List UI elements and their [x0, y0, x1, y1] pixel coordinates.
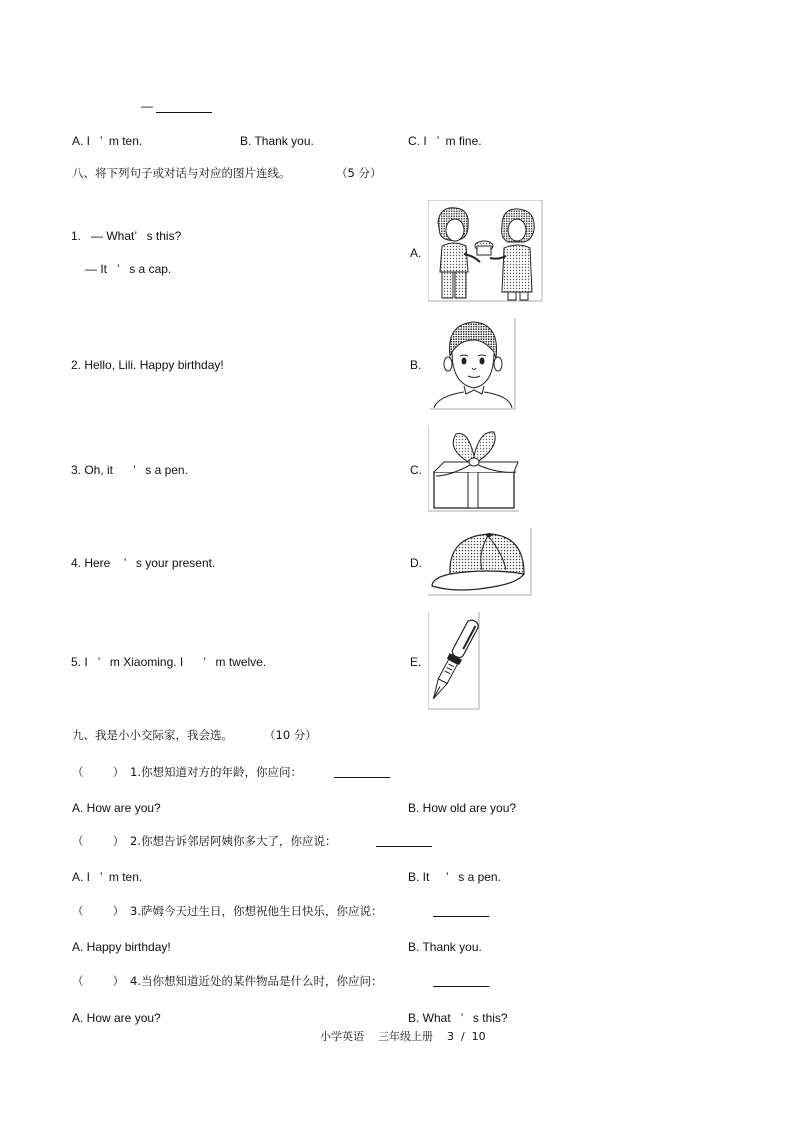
- option-b: B. Thank you.: [240, 134, 314, 148]
- question-4-option-b: B. What ’ s this?: [408, 1011, 508, 1025]
- cap-icon: [428, 528, 532, 596]
- option-c: C. I ’ m fine.: [408, 134, 482, 148]
- question-3-blank[interactable]: [433, 916, 489, 917]
- section-9-score: （10 分）: [264, 728, 317, 742]
- gift-box-icon: [428, 426, 520, 512]
- question-2-option-b: B. It ’ s a pen.: [408, 870, 501, 884]
- match-sentence-3: 3. Oh, it ’ s a pen.: [71, 463, 188, 477]
- question-3-text: 3.萨姆今天过生日，你想祝他生日快乐，你应说：: [130, 904, 383, 918]
- option-a: A. I ’ m ten.: [72, 134, 143, 148]
- question-1-option-b: B. How old are you?: [408, 801, 517, 815]
- match-sentence-1-reply: — It ’ s a cap.: [85, 262, 172, 276]
- answer-paren-4[interactable]: （ ）: [72, 974, 125, 988]
- question-3-option-a: A. Happy birthday!: [72, 940, 171, 954]
- question-4-text: 4.当你想知道近处的某件物品是什么时，你应问：: [130, 974, 383, 988]
- answer-blank[interactable]: [156, 112, 212, 113]
- section-8-heading: 八、将下列句子或对话与对应的图片连线。: [72, 166, 291, 180]
- picture-letter-d: D.: [410, 556, 422, 570]
- question-4-option-a: A. How are you?: [72, 1011, 161, 1025]
- question-3-option-b: B. Thank you.: [408, 940, 482, 954]
- picture-letter-a: A.: [410, 246, 422, 260]
- answer-paren-2[interactable]: （ ）: [72, 834, 125, 848]
- question-1-blank[interactable]: [334, 777, 390, 778]
- question-1-option-a: A. How are you?: [72, 801, 161, 815]
- fountain-pen-icon: [428, 612, 480, 710]
- match-sentence-5: 5. I ’ m Xiaoming. I ’ m twelve.: [71, 655, 267, 669]
- match-sentence-4: 4. Here ’ s your present.: [71, 556, 216, 570]
- picture-letter-c: C.: [410, 463, 422, 477]
- boy-portrait-icon: [430, 318, 516, 410]
- answer-paren-3[interactable]: （ ）: [72, 904, 125, 918]
- section-8-score: （5 分）: [336, 166, 382, 180]
- section-9-heading: 九、我是小小交际家，我会选。: [72, 728, 233, 742]
- match-sentence-1: 1. — What’ s this?: [71, 229, 182, 243]
- question-2-text: 2.你想告诉邻居阿姨你多大了，你应说：: [130, 834, 337, 848]
- answer-paren-1[interactable]: （ ）: [72, 765, 125, 779]
- question-4-blank[interactable]: [433, 986, 489, 987]
- two-children-gift-icon: [428, 200, 543, 302]
- match-sentence-2: 2. Hello, Lili. Happy birthday!: [71, 358, 224, 372]
- question-1-text: 1.你想知道对方的年龄，你应问：: [130, 765, 302, 779]
- question-2-option-a: A. I ’ m ten.: [72, 870, 143, 884]
- dash-mark: —: [141, 99, 153, 113]
- picture-letter-b: B.: [410, 358, 422, 372]
- page-footer: 小学英语 三年级上册 3 / 10: [320, 1030, 486, 1043]
- picture-letter-e: E.: [410, 655, 422, 669]
- question-2-blank[interactable]: [376, 846, 432, 847]
